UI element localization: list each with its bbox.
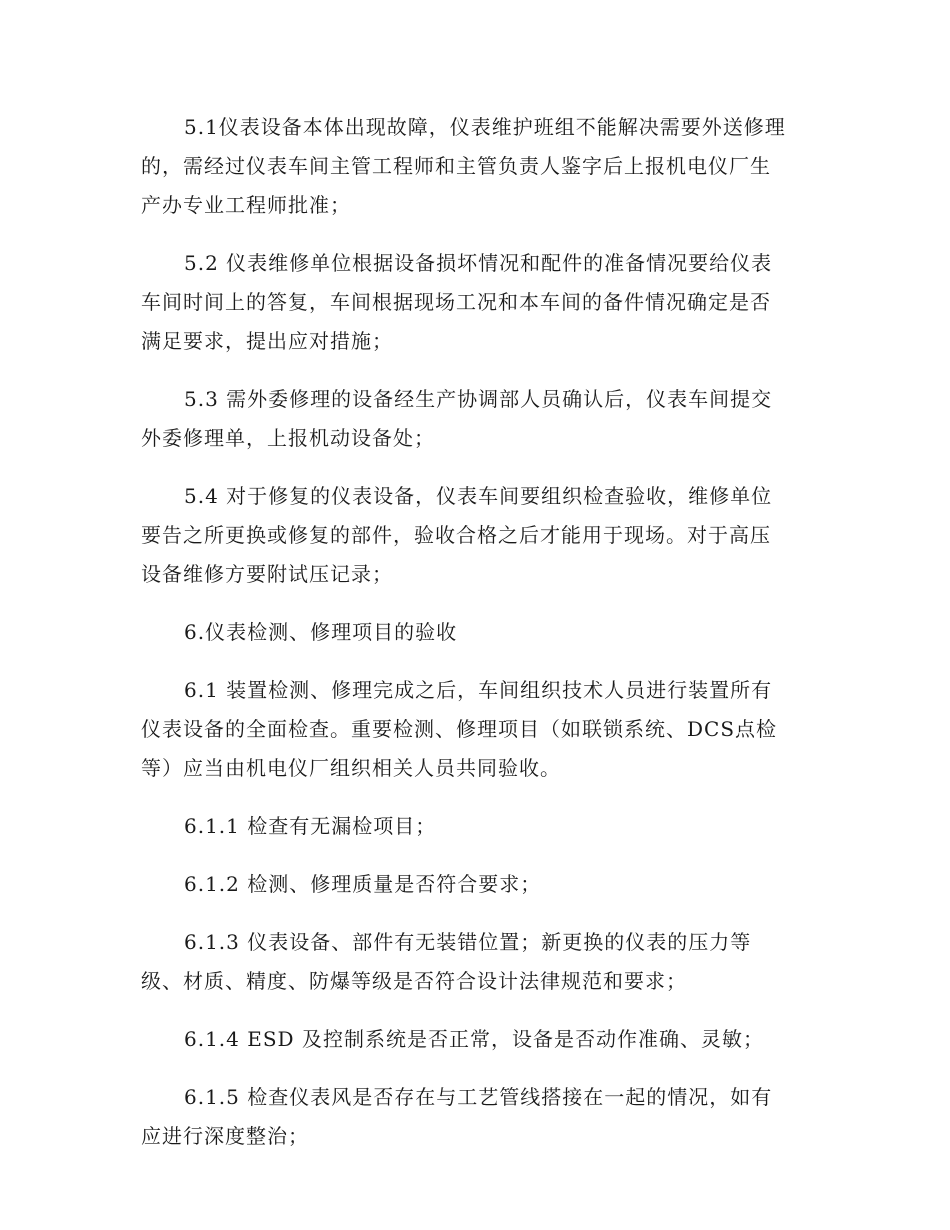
text-line: 等）应当由机电仪厂组织相关人员共同验收。 bbox=[141, 756, 561, 780]
paragraph-6-1 bbox=[141, 671, 821, 788]
paragraph-6-1-4 bbox=[141, 1020, 821, 1059]
paragraph-6-1-5 bbox=[141, 1078, 821, 1156]
paragraph-6-1-3 bbox=[141, 923, 821, 1001]
paragraph-5-2 bbox=[141, 244, 821, 361]
paragraph-5-4 bbox=[141, 477, 821, 594]
text-line: 应进行深度整治； bbox=[141, 1124, 309, 1148]
paragraph-6-1-2 bbox=[141, 865, 821, 904]
text-line: 5.3 需外委修理的设备经生产协调部人员确认后，仪表车间提交 bbox=[184, 387, 773, 411]
text-line: 设备维修方要附试压记录； bbox=[141, 562, 393, 586]
text-line: 满足要求，提出应对措施； bbox=[141, 329, 393, 353]
text-line: 6.1.5 检查仪表风是否存在与工艺管线搭接在一起的情况，如有 bbox=[184, 1085, 773, 1109]
text-line: 6.1 装置检测、修理完成之后，车间组织技术人员进行装置所有 bbox=[184, 678, 773, 702]
text-line: 产办专业工程师批准； bbox=[141, 193, 351, 217]
text-line: 要告之所更换或修复的部件，验收合格之后才能用于现场。对于高压 bbox=[141, 523, 771, 547]
text-line: 6.1.2 检测、修理质量是否符合要求； bbox=[184, 872, 542, 896]
text-line: 的，需经过仪表车间主管工程师和主管负责人鉴字后上报机电仪厂生 bbox=[141, 154, 771, 178]
text-line: 6.1.4 ESD 及控制系统是否正常，设备是否动作准确、灵敏； bbox=[184, 1027, 764, 1051]
text-line: 外委修理单，上报机动设备处； bbox=[141, 426, 435, 450]
paragraph-6-1-1 bbox=[141, 807, 821, 846]
text-line: 5.2 仪表维修单位根据设备损坏情况和配件的准备情况要给仪表 bbox=[184, 251, 773, 275]
text-line: 6.仪表检测、修理项目的验收 bbox=[184, 620, 458, 644]
text-line: 6.1.1 检查有无漏检项目； bbox=[184, 814, 437, 838]
text-line: 仪表设备的全面检查。重要检测、修理项目（如联锁系统、DCS点检 bbox=[141, 717, 778, 741]
paragraph-5-1 bbox=[141, 108, 821, 225]
text-line: 5.4 对于修复的仪表设备，仪表车间要组织检查验收，维修单位 bbox=[184, 484, 773, 508]
section-heading-6 bbox=[141, 613, 821, 652]
text-line: 车间时间上的答复，车间根据现场工况和本车间的备件情况确定是否 bbox=[141, 290, 771, 314]
text-line: 5.1仪表设备本体出现故障，仪表维护班组不能解决需要外送修理 bbox=[184, 115, 786, 139]
document-body bbox=[141, 108, 821, 1175]
text-line: 级、材质、精度、防爆等级是否符合设计法律规范和要求； bbox=[141, 969, 687, 993]
text-line: 6.1.3 仪表设备、部件有无装错位置；新更换的仪表的压力等 bbox=[184, 930, 752, 954]
paragraph-5-3 bbox=[141, 380, 821, 458]
